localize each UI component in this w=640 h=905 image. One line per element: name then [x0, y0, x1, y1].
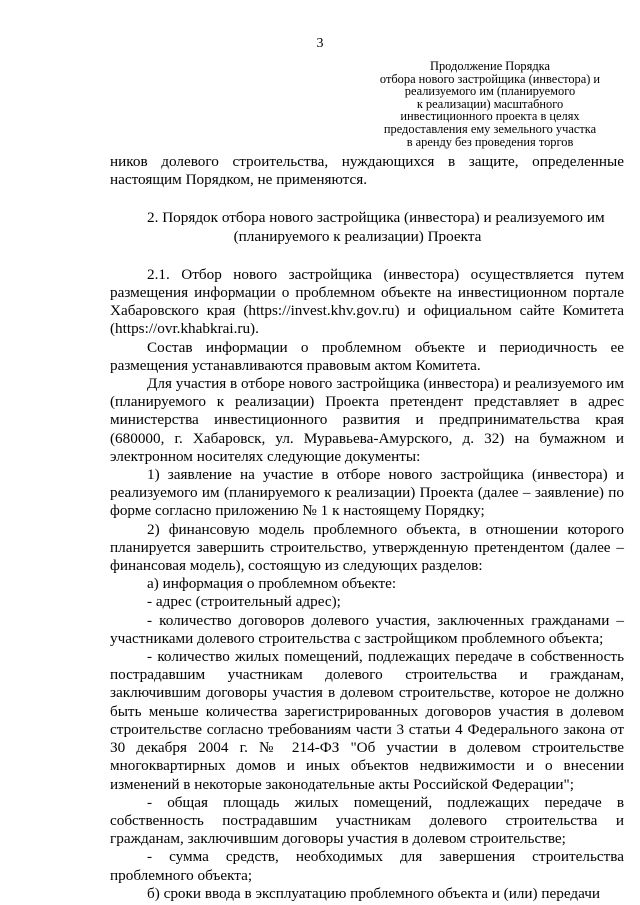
list-item: б) сроки ввода в эксплуатацию проблемного объекта и (или) передачи: [147, 884, 601, 902]
list-item: - сумма средств, необходимых для завершения строительства проблемного объекта;: [110, 848, 624, 884]
header-line: Продолжение Порядка: [430, 59, 550, 73]
list-item: 1) заявление на участие в отборе нового застройщика (инвестора) и реализуемого им (планируемого к реализации) Проекта (далее – заявление) по форме согласно приложению № 1 к настоящему Порядку;: [110, 466, 624, 520]
paragraph: Состав информации о проблемном объекте и периодичность ее размещения устанавливаются правовым актом Комитета.: [110, 338, 624, 374]
list-item: 2) финансовую модель проблемного объекта, в отношении которого планируется завершить строительство, утвержденную претендентом (далее – финансовая модель), состоящую из следующих разделов:: [110, 520, 624, 575]
header-line: к реализации) масштабного: [416, 96, 564, 111]
paragraph: 2.1. Отбор нового застройщика (инвестора) осуществляется путем размещения информации о проблемном объекте на инвестиционном портале Хабаровского края (https://invest.khv.gov.ru) и официальном сайте Комитета (https://ovr.khabkrai.ru).: [110, 265, 624, 338]
page-number: 3: [316, 36, 324, 51]
header-line: отбора нового застройщика (инвестора) и: [379, 71, 601, 86]
section-title-line2: (планируемого к реализации) Проекта: [233, 227, 482, 245]
continuation-paragraph: ников долевого строительства, нуждающихся в защите, определенные настоящим Порядком, не применяются.: [110, 153, 624, 189]
section-title-line1: 2. Порядок отбора нового застройщика (инвестора) и реализуемого им: [147, 209, 605, 227]
list-item: - количество жилых помещений, подлежащих передаче в собственность пострадавшим участникам долевого строительства и гражданам, заключившим договоры участия в долевом строительстве, которое не должно быть меньше количества зарегистрированных договоров участия в долевом строительстве согласно требованиям части 3 статьи 4 Федерального закона от 30 декабря 2004 г. № 214-ФЗ "Об участии в долевом строительстве многоквартирных домов и иных объектов недвижимости и о внесении изменений в некоторые законодательные акты Российской Федерации";: [110, 648, 624, 793]
document-header: [366, 60, 614, 148]
header-line: инвестиционного проекта в целях: [400, 109, 580, 124]
list-item: - количество договоров долевого участия, заключенных гражданами – участниками долевого строительства с застройщиком проблемного объекта;: [110, 611, 624, 647]
header-line: предоставления ему земельного участка: [383, 121, 597, 136]
document-body: [110, 153, 624, 903]
list-item: - адрес (строительный адрес);: [147, 593, 341, 611]
header-line: в аренду без проведения торгов: [406, 134, 574, 149]
header-line: реализуемого им (планируемого: [404, 84, 576, 99]
section-title: [110, 209, 624, 245]
list-item: - общая площадь жилых помещений, подлежащих передаче в собственность пострадавшим участникам долевого строительства и гражданам, заключившим договоры участия в долевом строительстве;: [110, 793, 624, 848]
list-item: а) информация о проблемном объекте:: [147, 575, 397, 593]
paragraph: Для участия в отборе нового застройщика (инвестора) и реализуемого им (планируемого к реализации) Проекта претендент представляет в адрес министерства инвестиционного развития и предпринимательства края (680000, г. Хабаровск, ул. Муравьева-Амурского, д. 32) на бумажном и электронном носителях следующие документы:: [110, 375, 624, 465]
